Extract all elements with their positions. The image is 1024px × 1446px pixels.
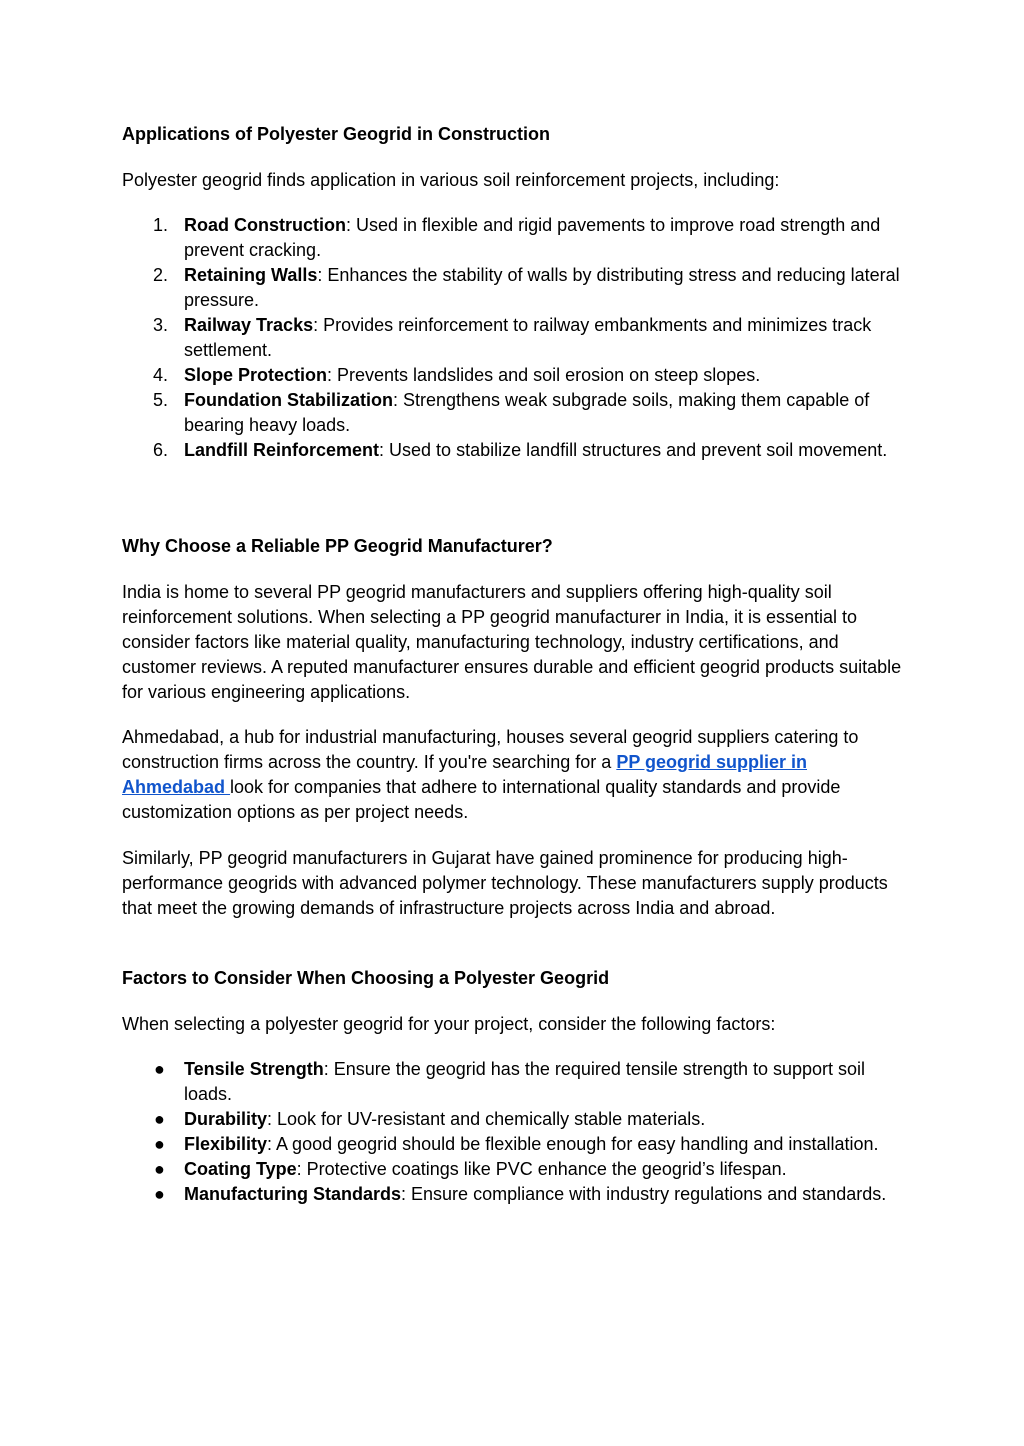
paragraph-text: Ahmedabad, a hub for industrial manufacturing, houses several geogrid suppliers catering to construction firms across the country. If you're searching for a (122, 727, 859, 772)
list-item (122, 1157, 912, 1182)
list-item-term: Durability (184, 1109, 268, 1129)
list-item-desc: : Used to stabilize landfill structures and prevent soil movement. (379, 440, 888, 460)
section-heading-factors: Factors to Consider When Choosing a Polyester Geogrid (122, 968, 610, 988)
list-item (122, 213, 912, 263)
list-item (122, 388, 912, 438)
list-item-term: Coating Type (184, 1159, 297, 1179)
list-item (122, 1107, 912, 1132)
why-choose-paragraph-3: Similarly, PP geogrid manufacturers in Gujarat have gained prominence for producing high-performance geogrids with advanced polymer technology. These manufacturers supply products that meet the growing demands of infrastructure projects across India and abroad. (122, 848, 888, 918)
bullet-icon: ● (154, 1059, 165, 1079)
list-item (122, 263, 912, 313)
section-heading-why-choose: Why Choose a Reliable PP Geogrid Manufacturer? (122, 536, 553, 556)
bullet-icon: ● (154, 1134, 165, 1154)
list-item-desc: : Ensure compliance with industry regulations and standards. (401, 1184, 887, 1204)
list-item-desc: : Provides reinforcement to railway embankments and minimizes track settlement. (184, 315, 872, 360)
list-item-term: Railway Tracks (184, 315, 314, 335)
list-number: 1. (153, 215, 169, 235)
applications-intro: Polyester geogrid finds application in various soil reinforcement projects, including: (122, 170, 780, 190)
list-item-term: Foundation Stabilization (184, 390, 393, 410)
list-item-term: Manufacturing Standards (184, 1184, 402, 1204)
list-item-desc: : Prevents landslides and soil erosion on steep slopes. (327, 365, 761, 385)
list-item-term: Slope Protection (184, 365, 328, 385)
list-item-term: Retaining Walls (184, 265, 318, 285)
why-choose-paragraph-2 (122, 725, 912, 825)
list-item (122, 313, 912, 363)
list-item-desc: : Used in flexible and rigid pavements to improve road strength and prevent cracking. (184, 215, 881, 260)
list-item (122, 438, 912, 463)
list-item-desc: : Protective coatings like PVC enhance the geogrid’s lifespan. (296, 1159, 787, 1179)
list-item-desc: : Enhances the stability of walls by distributing stress and reducing lateral pressure. (184, 265, 900, 310)
list-number: 2. (153, 265, 169, 285)
applications-list (122, 213, 912, 463)
list-item-desc: : A good geogrid should be flexible enough for easy handling and installation. (267, 1134, 879, 1154)
factors-intro: When selecting a polyester geogrid for your project, consider the following factors: (122, 1014, 776, 1034)
list-number: 5. (153, 390, 169, 410)
list-item-desc: : Strengthens weak subgrade soils, making them capable of bearing heavy loads. (184, 390, 870, 435)
list-item (122, 363, 912, 388)
section-heading-applications: Applications of Polyester Geogrid in Construction (122, 124, 551, 144)
bullet-icon: ● (154, 1184, 165, 1204)
list-item-term: Flexibility (184, 1134, 268, 1154)
list-item (122, 1057, 912, 1107)
why-choose-paragraph-1: India is home to several PP geogrid manufacturers and suppliers offering high-quality soil reinforcement solutions. When selecting a PP geogrid manufacturer in India, it is essential to consider factors like material quality, manufacturing technology, industry certifications, and customer reviews. A reputed manufacturer ensures durable and efficient geogrid products suitable for various engineering applications. (122, 582, 902, 702)
list-number: 4. (153, 365, 169, 385)
list-number: 3. (153, 315, 169, 335)
list-item-desc: : Ensure the geogrid has the required tensile strength to support soil loads. (184, 1059, 866, 1104)
list-item-term: Landfill Reinforcement (184, 440, 380, 460)
paragraph-text: look for companies that adhere to international quality standards and provide customization options as per project needs. (122, 777, 841, 822)
list-item (122, 1182, 912, 1207)
bullet-icon: ● (154, 1159, 165, 1179)
list-number: 6. (153, 440, 169, 460)
factors-list (122, 1057, 912, 1207)
supplier-link[interactable]: PP geogrid supplier in Ahmedabad (122, 752, 808, 797)
list-item (122, 1132, 912, 1157)
bullet-icon: ● (154, 1109, 165, 1129)
list-item-desc: : Look for UV-resistant and chemically stable materials. (267, 1109, 706, 1129)
list-item-term: Road Construction (184, 215, 346, 235)
list-item-term: Tensile Strength (184, 1059, 324, 1079)
